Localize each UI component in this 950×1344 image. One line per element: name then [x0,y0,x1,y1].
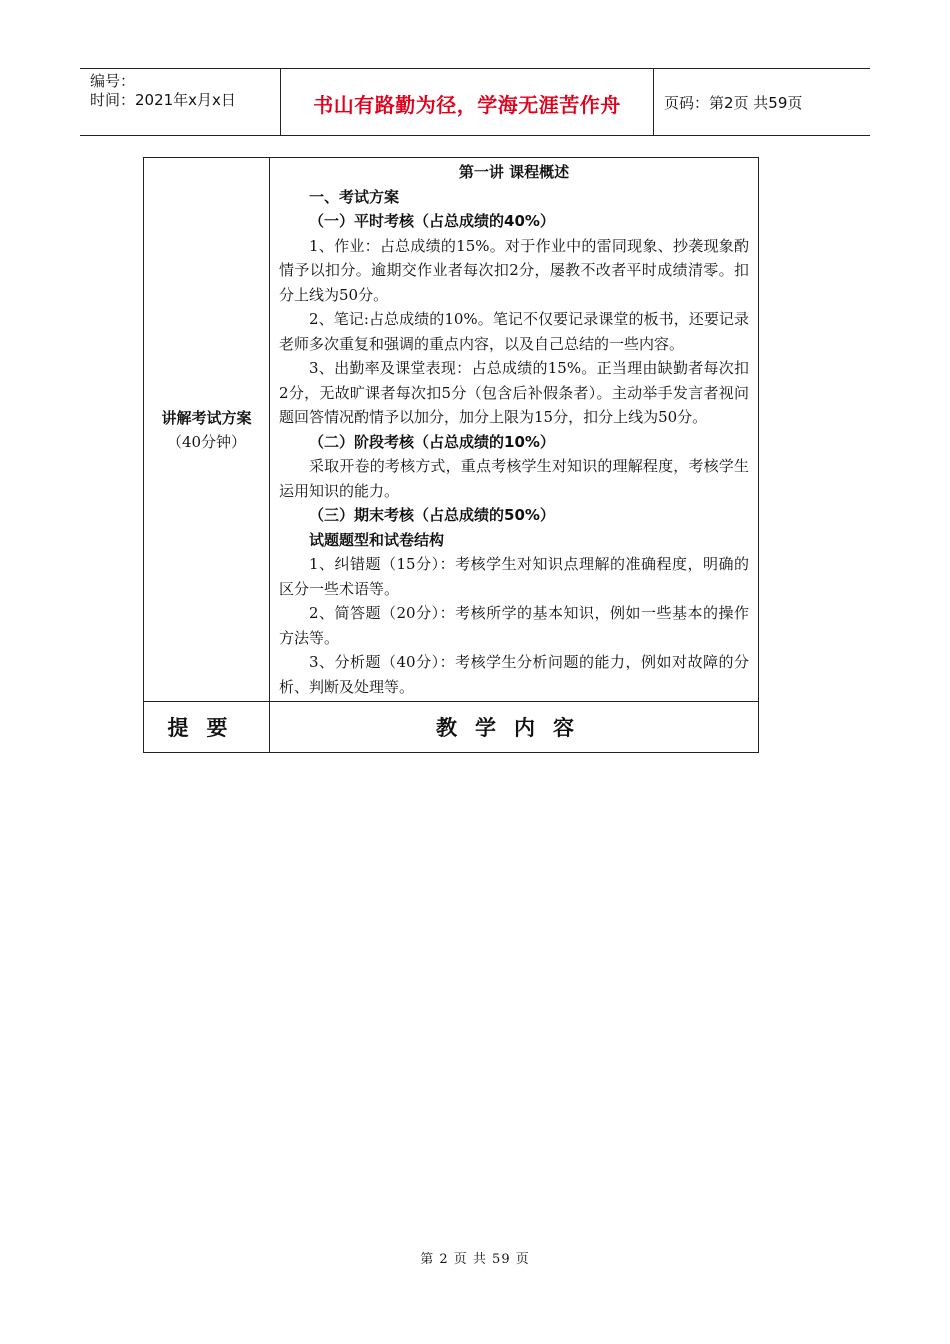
subsection-heading: （三）期末考核（占总成绩的50%） [309,506,555,524]
page-info: 页码：第2页 共59页 [664,93,803,112]
paragraph: 2、简答题（20分）：考核所学的基本知识，例如一些基本的操作方法等。 [279,604,749,647]
paragraph: 1、纠错题（15分）：考核学生对知识点理解的准确程度，明确的区分一些术语等。 [279,555,749,598]
subsection-heading: （一）平时考核（占总成绩的40%） [309,212,555,230]
side-cell [144,158,270,702]
paragraph: 1、作业：占总成绩的15%。对于作业中的雷同现象、抄袭现象酌情予以扣分。逾期交作业者每次扣2分，屡教不改者平时成绩清零。扣分上线为50分。 [279,236,749,304]
page-header [80,68,870,136]
section-heading: 一、考试方案 [309,187,400,206]
lesson-table [143,157,759,753]
header-meta [80,69,281,135]
side-title: 讲解考试方案 [161,408,252,427]
footer-row [144,702,759,753]
paragraph: 3、出勤率及课堂表现：占总成绩的15%。正当理由缺勤者每次扣2分，无故旷课者每次扣5分（包含后补假条者）。主动举手发言者视问题回答情况酌情予以加分，加分上限为15分，扣分上线为50分。 [279,359,749,426]
number-label: 编号： [90,72,136,90]
lecture-title: 第一讲 课程概述 [458,163,570,181]
motto: 书山有路勤为径，学海无涯苦作舟 [281,69,654,135]
paragraph: 3、分析题（40分）：考核学生分析问题的能力，例如对故障的分析、判断及处理等。 [279,653,749,696]
subsection-heading: 试题题型和试卷结构 [309,530,445,549]
page-footer: 第 2 页 共 59 页 [420,1252,530,1267]
subsection-heading: （二）阶段考核（占总成绩的10%） [309,432,555,451]
paragraph: 采取开卷的考核方式，重点考核学生对知识的理解程度，考核学生运用知识的能力。 [279,457,749,500]
footer-right-cell: 教学内容 [270,702,759,753]
date-label: 时间：2021年x月x日 [90,91,236,109]
paragraph: 2、笔记:占总成绩的10%。笔记不仅要记录课堂的板书，还要记录老师多次重复和强调的重点内容，以及自己总结的一些内容。 [279,310,749,353]
side-duration: （40分钟） [166,432,247,451]
content-row [144,158,759,702]
footer-left-cell: 提要 [144,702,270,753]
content-cell [270,158,759,702]
